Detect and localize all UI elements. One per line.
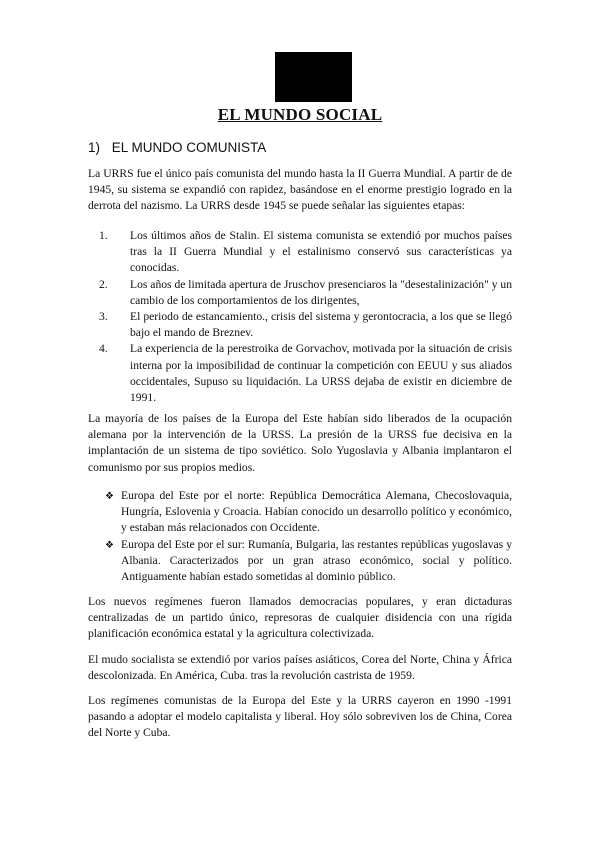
- list-item: [88, 228, 512, 277]
- list-text: La experiencia de la perestroika de Gorvachov, motivada por la situación de crisis interna por la imposibilidad de continuar la competición con EEUU y sus aliados occidentales, Supuso su liquidación. La URSS dejaba de existir en diciembre de 1991.: [130, 342, 512, 405]
- list-number: 2.: [99, 277, 108, 291]
- intro-paragraph: La URRS fue el único país comunista del mundo hasta la II Guerra Mundial. A partir de de 1945, su sistema se expandió con rapidez, basándose en el enorme prestigio logrado en la derrota del nazismo. La URRS desde 1945 se puede señalar las siguientes etapas:: [88, 167, 512, 213]
- diamond-bullet-icon: ❖: [105, 539, 114, 551]
- section-title: EL MUNDO COMUNISTA: [111, 140, 267, 155]
- list-text: Los años de limitada apertura de Jruschov presenciaros la "desestalinización" y un cambio de los comportamientos de los dirigentes,: [130, 277, 512, 307]
- socialista-paragraph: El mudo socialista se extendió por varios países asiáticos, Corea del Norte, China y África descolonizada. En América, Cuba. tras la revolución castrista de 1959.: [88, 653, 512, 683]
- page-title: EL MUNDO SOCIAL: [217, 105, 383, 124]
- list-number: 3.: [99, 310, 108, 324]
- section-heading: [88, 140, 266, 155]
- redacted-image-block: [275, 52, 352, 102]
- europa-este-paragraph: La mayoría de los países de la Europa del Este habían sido liberados de la ocupación alemana por la intervención de la URSS. La presión de la URSS fue decisiva en la implantación de un sistema de tipo soviético. Solo Yugoslavia y Albania implantaron el comunismo por sus propios medios.: [88, 412, 512, 474]
- list-text: Los últimos años de Stalin. El sistema comunista se extendió por muchos países tras la II Guerra Mundial y el estalinismo conservó sus características ya conocidas.: [130, 229, 512, 275]
- list-item: [88, 488, 512, 537]
- list-item: [88, 341, 512, 406]
- regimenes-paragraph: Los nuevos regímenes fueron llamados democracias populares, y eran dictaduras centralizadas de un partido único, represoras de cualquier disidencia con una rígida planificación económica estatal y la agricultura colectivizada.: [88, 595, 512, 641]
- caida-paragraph: Los regímenes comunistas de la Europa del Este y la URRS cayeron en 1990 -1991 pasando a adoptar el modelo capitalista y liberal. Hoy sólo sobreviven los de China, Corea del Norte y Cuba.: [88, 694, 512, 740]
- list-number: 1.: [99, 229, 108, 242]
- list-item: [88, 277, 512, 309]
- list-text: El periodo de estancamiento., crisis del sistema y gerontocracia, a los que se llegó bajo el mando de Breznev.: [130, 310, 512, 340]
- section-number: 1): [88, 140, 101, 155]
- list-text: Europa del Este por el sur: Rumanía, Bulgaria, las restantes repúblicas yugoslavas y Albania. Caracterizados por un gran atraso económico, social y político. Antiguamente habían estado sometidas al dominio público.: [121, 537, 512, 584]
- list-number: 4.: [99, 342, 108, 356]
- diamond-bullet-icon: ❖: [105, 491, 114, 502]
- regiones-list: [88, 488, 512, 585]
- list-text: Europa del Este por el norte: República Democrática Alemana, Checoslovaquia, Hungría, Eslovenia y Croacia. Habían conocido un desarrollo político y económico, y estaban más relacionados con Occidente.: [121, 489, 512, 535]
- list-item: [88, 309, 512, 341]
- list-item: [88, 537, 512, 586]
- etapas-list: [88, 228, 512, 406]
